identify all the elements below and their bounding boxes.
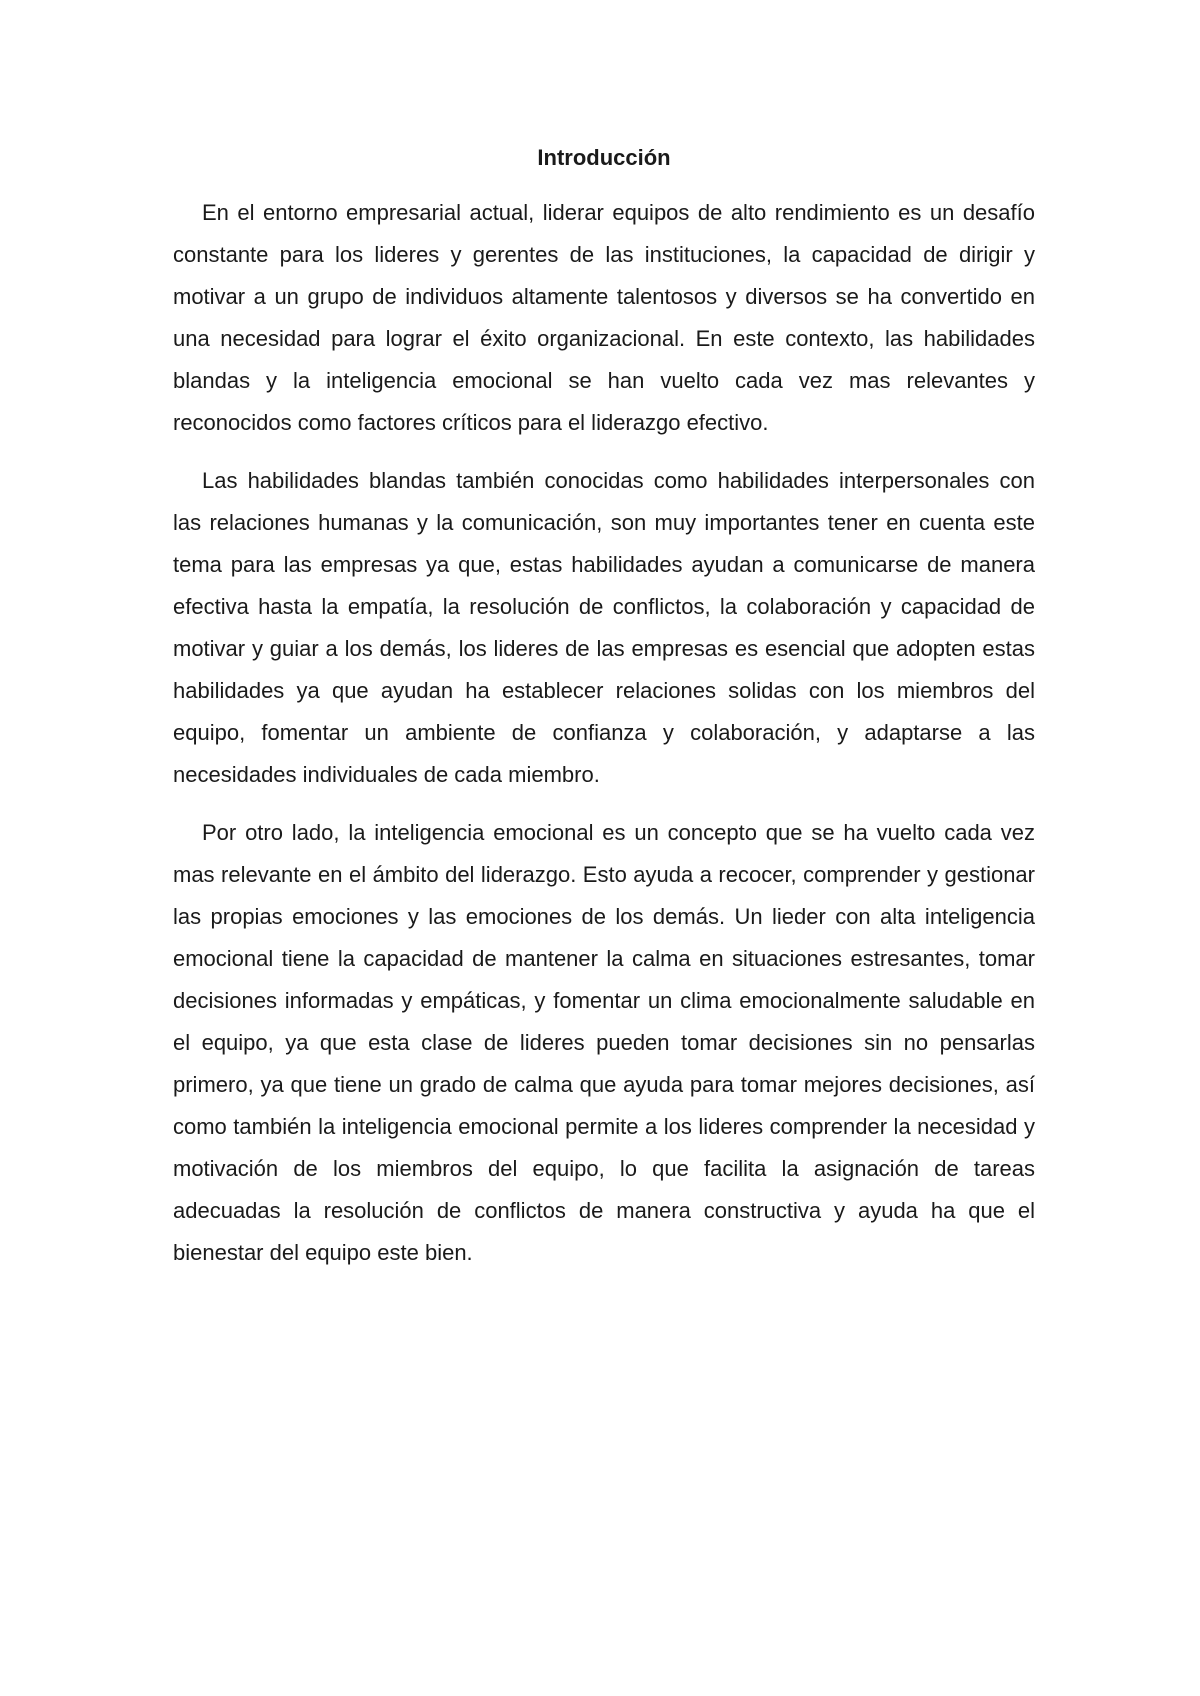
paragraph-1: En el entorno empresarial actual, liderar equipos de alto rendimiento es un desafío constante para los lideres y gerentes de las instituciones, la capacidad de dirigir y motivar a un grupo de individuos altamente talentosos y diversos se ha convertido en una necesidad para lograr el éxito organizacional. En este contexto, las habilidades blandas y la inteligencia emocional se han vuelto cada vez mas relevantes y reconocidos como factores críticos para el liderazgo efectivo. [173, 200, 1035, 435]
document-body [173, 138, 1035, 1290]
paragraph-3: Por otro lado, la inteligencia emocional es un concepto que se ha vuelto cada vez mas relevante en el ámbito del liderazgo. Esto ayuda a recocer, comprender y gestionar las propias emociones y las emociones de los demás. Un lieder con alta inteligencia emocional tiene la capacidad de mantener la calma en situaciones estresantes, tomar decisiones informadas y empáticas, y fomentar un clima emocionalmente saludable en el equipo, ya que esta clase de lideres pueden tomar decisiones sin no pensarlas primero, ya que tiene un grado de calma que ayuda para tomar mejores decisiones, así como también la inteligencia emocional permite a los lideres comprender la necesidad y motivación de los miembros del equipo, lo que facilita la asignación de tareas adecuadas la resolución de conflictos de manera constructiva y ayuda ha que el bienestar del equipo este bien. [173, 820, 1035, 1265]
paragraph-2: Las habilidades blandas también conocidas como habilidades interpersonales con las relaciones humanas y la comunicación, son muy importantes tener en cuenta este tema para las empresas ya que, estas habilidades ayudan a comunicarse de manera efectiva hasta la empatía, la resolución de conflictos, la colaboración y capacidad de motivar y guiar a los demás, los lideres de las empresas es esencial que adopten estas habilidades ya que ayudan ha establecer relaciones solidas con los miembros del equipo, fomentar un ambiente de confianza y colaboración, y adaptarse a las necesidades individuales de cada miembro. [173, 468, 1035, 787]
document-title: Introducción [537, 145, 671, 170]
